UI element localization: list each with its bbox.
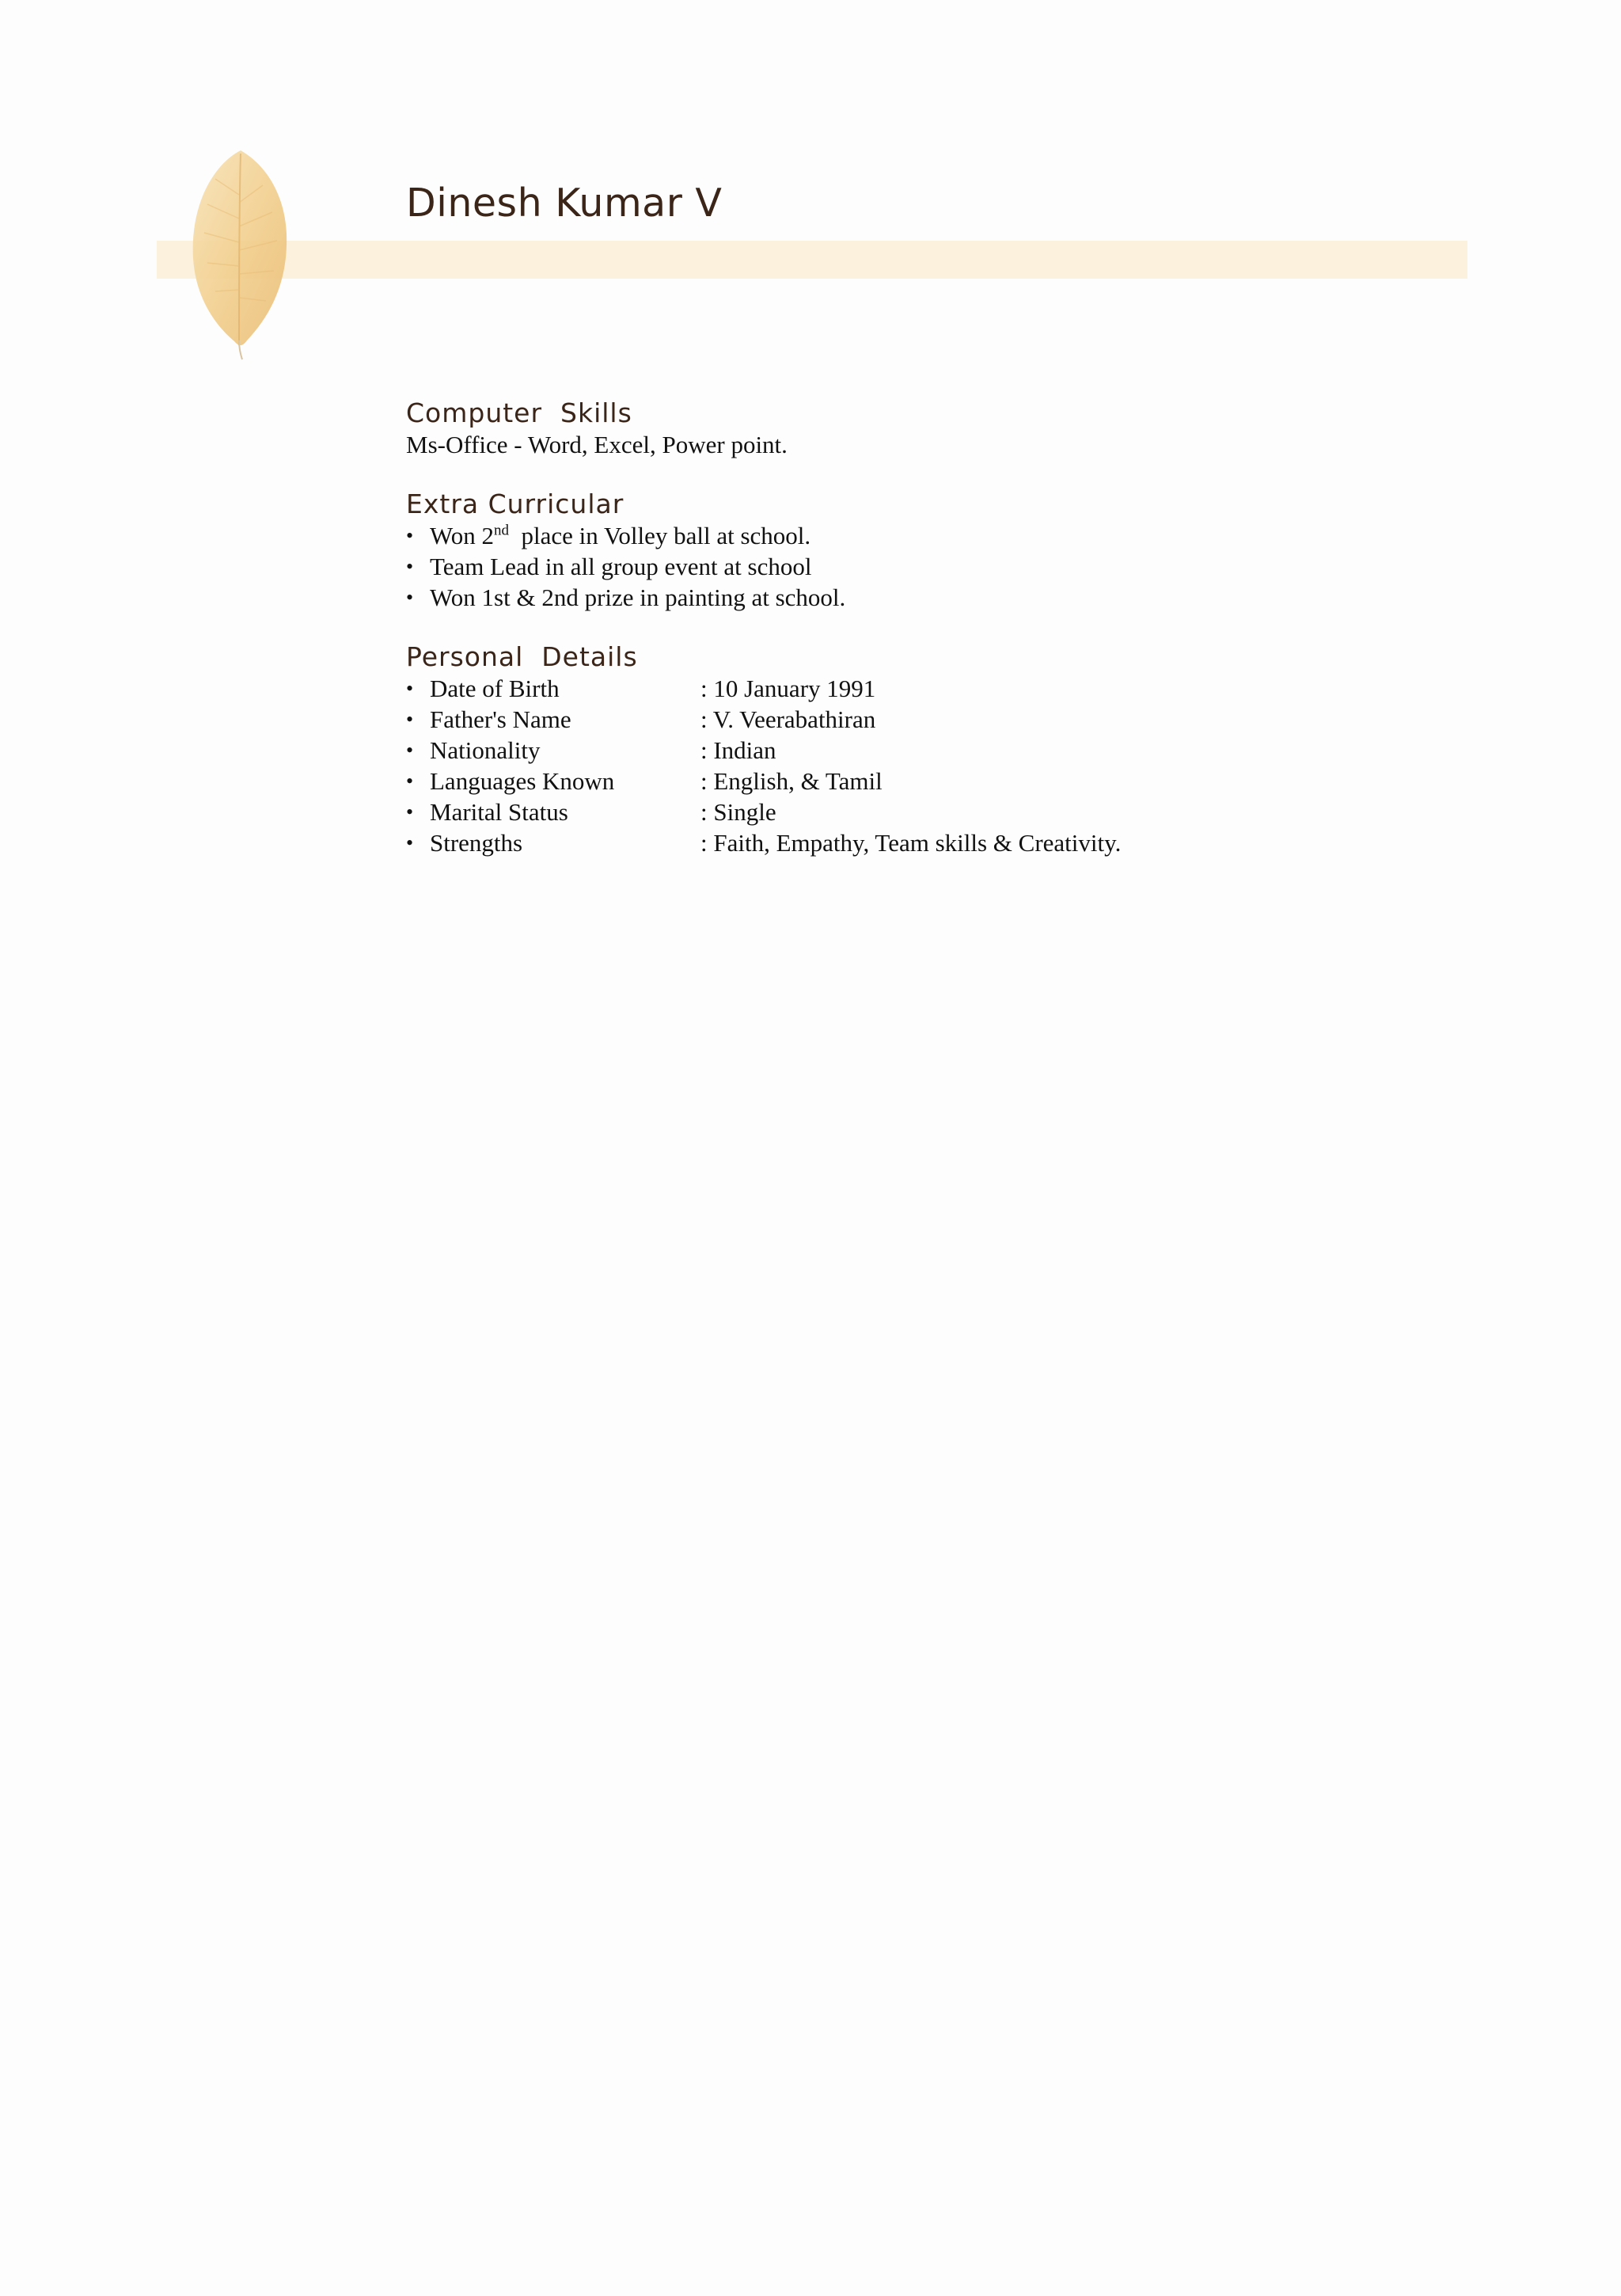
detail-value: : Single bbox=[700, 798, 776, 826]
detail-value: : English, & Tamil bbox=[700, 767, 883, 795]
detail-label: Father's Name bbox=[430, 705, 571, 733]
bullet-icon: • bbox=[406, 524, 414, 547]
detail-value: : Faith, Empathy, Team skills & Creativity. bbox=[700, 829, 1122, 857]
list-item bbox=[406, 551, 1482, 582]
detail-label: Date of Birth bbox=[430, 675, 560, 702]
detail-label: Languages Known bbox=[430, 767, 615, 795]
detail-row bbox=[406, 735, 1482, 766]
bullet-icon: • bbox=[406, 708, 414, 731]
candidate-name: Dinesh Kumar V bbox=[406, 181, 723, 226]
detail-row bbox=[406, 704, 1482, 735]
computer-skills-text: Ms-Office - Word, Excel, Power point. bbox=[406, 431, 788, 458]
section-title-personal-details: Personal Details bbox=[406, 641, 638, 672]
computer-skills-section bbox=[406, 397, 1482, 460]
detail-row bbox=[406, 766, 1482, 796]
detail-row bbox=[406, 827, 1482, 858]
list-item-text: Won 2nd place in Volley ball at school. bbox=[430, 522, 811, 549]
bullet-icon: • bbox=[406, 770, 414, 793]
leaf-icon bbox=[184, 147, 294, 361]
list-item-text: Team Lead in all group event at school bbox=[430, 553, 812, 580]
detail-row bbox=[406, 796, 1482, 827]
resume-body bbox=[406, 397, 1482, 887]
bullet-icon: • bbox=[406, 800, 414, 823]
section-title-computer-skills: Computer Skills bbox=[406, 397, 632, 428]
detail-value: : 10 January 1991 bbox=[700, 675, 876, 702]
bullet-icon: • bbox=[406, 586, 414, 609]
extra-curricular-section bbox=[406, 488, 1482, 613]
detail-label: Strengths bbox=[430, 829, 523, 857]
bullet-icon: • bbox=[406, 831, 414, 854]
detail-row bbox=[406, 673, 1482, 704]
detail-value: : V. Veerabathiran bbox=[700, 705, 876, 733]
bullet-icon: • bbox=[406, 555, 414, 578]
header-band bbox=[157, 241, 1467, 279]
list-item bbox=[406, 582, 1482, 613]
detail-label: Marital Status bbox=[430, 798, 568, 826]
detail-value: : Indian bbox=[700, 736, 776, 764]
bullet-icon: • bbox=[406, 677, 414, 700]
list-item bbox=[406, 520, 1482, 551]
list-item-text: Won 1st & 2nd prize in painting at school. bbox=[430, 584, 846, 611]
bullet-icon: • bbox=[406, 739, 414, 762]
personal-details-section bbox=[406, 641, 1482, 858]
section-title-extra-curricular: Extra Curricular bbox=[406, 488, 624, 519]
detail-label: Nationality bbox=[430, 736, 541, 764]
